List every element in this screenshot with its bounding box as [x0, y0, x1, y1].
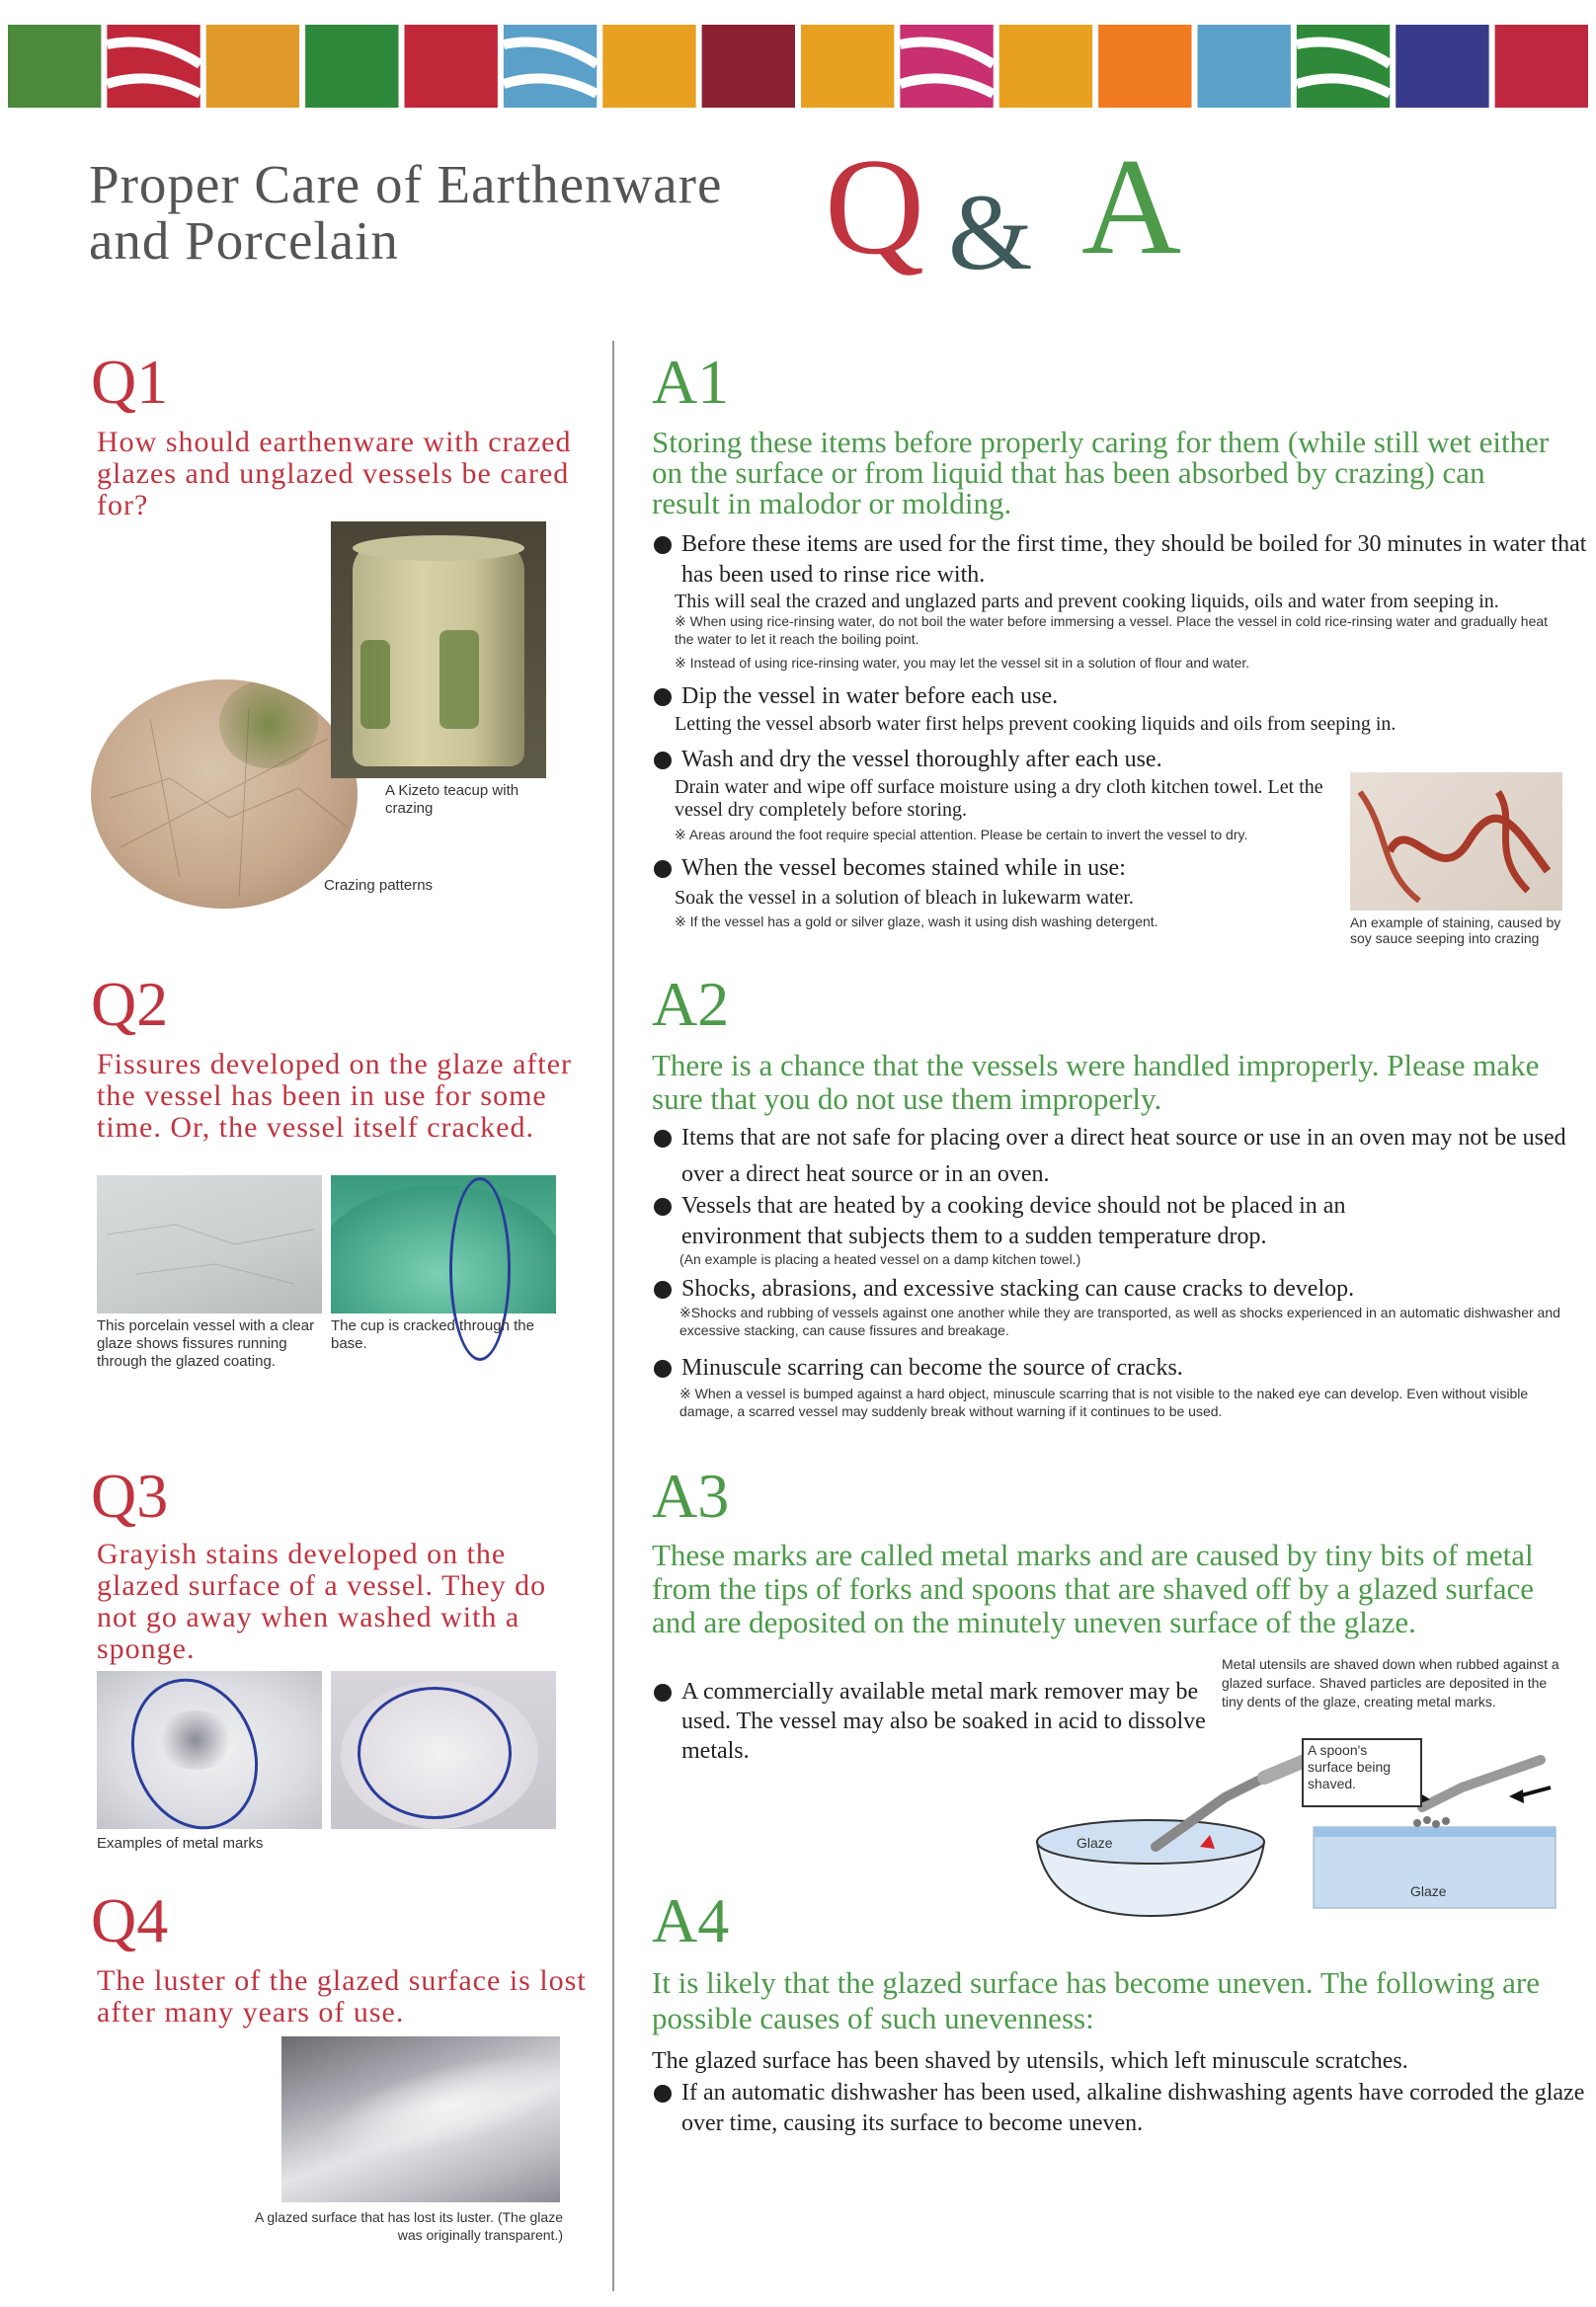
a2-bullet-3 — [654, 1274, 1590, 1305]
a1-bullet-1-text: Before these items are used for the first time, they should be boiled for 30 minutes in water that has been used to rinse rice with. — [681, 531, 1587, 588]
a1-bullet-3-body: Drain water and wipe off surface moisture using a dry cloth kitchen towel. Let the vessel dry completely before storing. — [675, 776, 1323, 821]
band-tile — [305, 25, 398, 108]
bullet-icon — [654, 536, 672, 554]
band-tile — [900, 25, 993, 108]
a2-note-4: ※ When a vessel is bumped against a hard object, minuscule scarring that is not visible to the naked eye can develop. Even without visible damage, a scarred vessel may suddenly break without warning if it continues to be used. — [679, 1386, 1529, 1419]
q3-caption: Examples of metal marks — [97, 1835, 264, 1852]
a1-bullet-4-text: When the vessel becomes stained while in use: — [681, 855, 1126, 881]
page-title-line1: Proper Care of Earthenware — [89, 154, 723, 214]
a2-label: A2 — [652, 969, 730, 1039]
a1-bullet-2 — [654, 681, 1590, 712]
a4-text: The glazed surface has been shaved by utensils, which left minuscule scratches. — [652, 2048, 1408, 2074]
a2-bullet-1-text: Items that are not safe for placing over a direct heat source or use in an oven may not be used over a direct heat source or in an oven. — [681, 1125, 1566, 1187]
bullet-icon — [654, 752, 672, 769]
bullet-icon — [654, 1684, 672, 1702]
a3-bullet-1-text: A commercially available metal mark remover may be used. The vessel may also be soaked in acid to dissolve metals. — [681, 1679, 1206, 1764]
bullet-icon — [654, 688, 672, 706]
band-tile — [405, 25, 498, 108]
a2-lead: There is a chance that the vessels were handled improperly. Please make sure that you do not use them improperly. — [652, 1048, 1540, 1116]
a1-bullet-1-body: This will seal the crazed and unglazed parts and prevent cooking liquids, oils and water from seeping in. — [675, 591, 1499, 612]
a2-bullet-3-text: Shocks, abrasions, and excessive stacking can cause cracks to develop. — [681, 1276, 1355, 1302]
a1-note-3: ※ Areas around the foot require special attention. Please be certain to invert the vessel to dry. — [675, 827, 1248, 842]
a2-bullet-4-text: Minuscule scarring can become the source of cracks. — [681, 1355, 1183, 1381]
band-tile — [801, 25, 894, 108]
bullet-icon — [654, 1360, 672, 1378]
a3-callout-box: A spoon's surface being shaved. — [1302, 1738, 1422, 1807]
a1-lead: Storing these items before properly caring for them (while still wet either on the surface or from liquid that has been absorbed by crazing) can result in malodor or molding. — [652, 425, 1550, 520]
page-title-line2: and Porcelain — [89, 210, 399, 271]
a3-lead: These marks are called metal marks and are caused by tiny bits of metal from the tips of forks and spoons that are shaved off by a glazed surface and are deposited on the minutely uneven surface of the glaze. — [652, 1538, 1534, 1639]
bullet-icon — [654, 1130, 672, 1148]
q3-label: Q3 — [91, 1461, 169, 1531]
band-tile — [107, 25, 200, 108]
band-tile — [602, 25, 695, 108]
q2-porcelain-caption: This porcelain vessel with a clear glaze shows fissures running through the glazed coating. — [97, 1317, 315, 1370]
kizeto-teacup-photo — [331, 521, 546, 778]
column-divider — [612, 341, 614, 2291]
a3-side-note: Metal utensils are shaved down when rubbed against a glazed surface. Shaved particles are deposited in the tiny dents of the glaze, creating metal marks. — [1222, 1656, 1559, 1710]
a1-bullet-2-text: Dip the vessel in water before each use. — [681, 683, 1059, 709]
bullet-icon — [654, 860, 672, 878]
q2-question: Fissures developed on the glaze after the vessel has been in use for some time. Or, the vessel itself cracked. — [97, 1048, 573, 1144]
bullet-icon — [654, 1198, 672, 1216]
band-tile — [206, 25, 299, 108]
a1-note-1: ※ When using rice-rinsing water, do not boil the water before immersing a vessel. Place the vessel in cold rice-rinsing water and gradually heat the water to let it reach the boiling point. — [675, 613, 1549, 647]
q1-question: How should earthenware with crazed glazes and unglazed vessels be cared for? — [97, 426, 572, 521]
lost-luster-photo — [281, 2036, 560, 2202]
a4-lead: It is likely that the glazed surface has become uneven. The following are possible causes of such unevenness: — [652, 1965, 1540, 2035]
band-tile — [504, 25, 597, 108]
page-title — [89, 156, 722, 269]
a3-glaze-label-2: Glaze — [1410, 1883, 1447, 1899]
a1-stain-caption: An example of staining, caused by soy sauce seeping into crazing — [1350, 915, 1561, 946]
a2-bullet-1 — [654, 1120, 1590, 1193]
staining-example-photo — [1350, 772, 1562, 911]
q2-cup-caption: The cup is cracked through the base. — [331, 1317, 534, 1352]
band-tile — [1198, 25, 1291, 108]
qa-logo-a: A — [1081, 130, 1182, 283]
a3-glaze-label-1: Glaze — [1077, 1835, 1113, 1851]
a1-bullet-4-body: Soak the vessel in a solution of bleach in lukewarm water. — [675, 887, 1134, 909]
decorative-tile-band — [8, 25, 1588, 108]
bullet-icon — [654, 1281, 672, 1299]
a1-bullet-1 — [654, 529, 1590, 591]
a2-bullet-4 — [654, 1353, 1590, 1384]
q4-caption: A glazed surface that has lost its luster. (The glaze was originally transparent.) — [254, 2209, 563, 2243]
a1-bullet-3-text: Wash and dry the vessel thoroughly after each use. — [681, 747, 1162, 772]
a1-bullet-2-body: Letting the vessel absorb water first helps prevent cooking liquids and oils from seeping in. — [675, 713, 1396, 735]
a2-note-3: ※Shocks and rubbing of vessels against one another while they are transported, as well as shocks experienced in an automatic dishwasher and excessive stacking, can cause fissures and breakage. — [679, 1305, 1560, 1338]
porcelain-fissures-photo — [97, 1175, 322, 1313]
a4-bullet-1 — [654, 2078, 1590, 2139]
band-tile — [702, 25, 795, 108]
metal-mark-highlight-ellipse-2 — [358, 1687, 512, 1819]
qa-logo-ampersand: & — [948, 172, 1033, 292]
q1-crazing-caption: Crazing patterns — [324, 877, 434, 894]
a3-label: A3 — [652, 1461, 730, 1531]
q2-label: Q2 — [91, 969, 169, 1039]
a1-note-2: ※ Instead of using rice-rinsing water, you may let the vessel sit in a solution of flour and water. — [675, 655, 1250, 671]
qa-logo-q: Q — [825, 130, 925, 283]
band-tile — [1297, 25, 1390, 108]
band-tile — [1396, 25, 1488, 108]
band-tile — [8, 25, 101, 108]
a1-bullet-4 — [654, 853, 1353, 884]
q1-teacup-caption: A Kizeto teacup with crazing — [385, 782, 519, 817]
band-tile — [999, 25, 1092, 108]
band-tile — [1098, 25, 1191, 108]
band-tile — [1495, 25, 1588, 108]
a4-bullet-1-text: If an automatic dishwasher has been used, alkaline dishwashing agents have corroded the glaze over time, causing its surface to become uneven. — [681, 2080, 1585, 2136]
q4-question: The luster of the glazed surface is lost after many years of use. — [97, 1964, 587, 2029]
q4-label: Q4 — [91, 1885, 169, 1955]
bullet-icon — [654, 2085, 672, 2103]
cracked-cup-photo — [331, 1175, 556, 1313]
q1-label: Q1 — [91, 347, 169, 417]
a2-bullet-2 — [654, 1191, 1432, 1252]
crazing-patterns-photo — [91, 679, 358, 909]
a1-label: A1 — [652, 347, 730, 417]
a1-note-4: ※ If the vessel has a gold or silver glaze, wash it using dish washing detergent. — [675, 914, 1158, 929]
a2-bullet-2-text: Vessels that are heated by a cooking device should not be placed in an environment that subjects them to a sudden temperature drop. — [681, 1193, 1346, 1249]
q3-question: Grayish stains developed on the glazed surface of a vessel. They do not go away when washed with a sponge. — [97, 1538, 547, 1665]
a1-bullet-3 — [654, 745, 1590, 775]
a2-note-2: (An example is placing a heated vessel on a damp kitchen towel.) — [679, 1251, 1081, 1267]
a4-label: A4 — [652, 1885, 730, 1955]
